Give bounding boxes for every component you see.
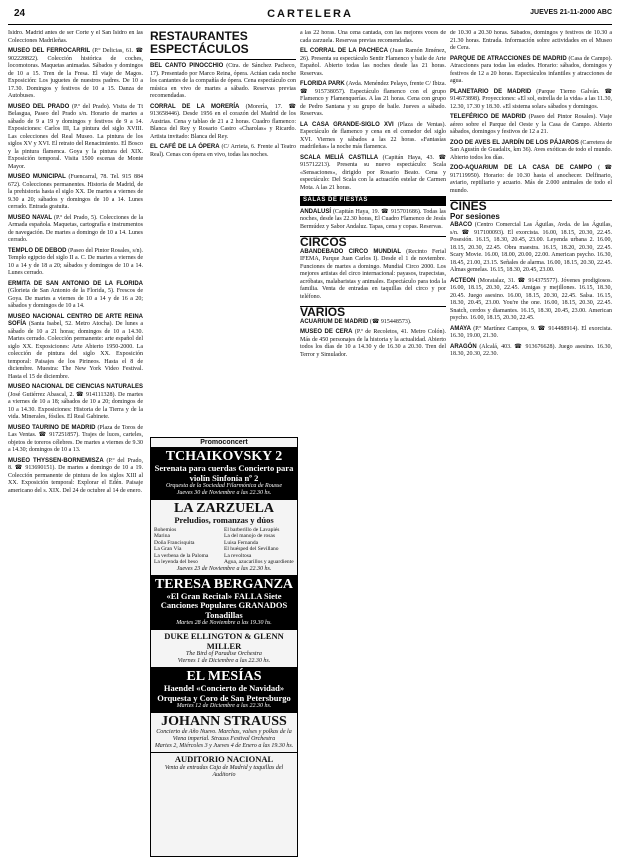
column-museums (8, 30, 143, 859)
listing-entry (8, 248, 143, 278)
edition-date: JUEVES 21-11-2000 ABC (530, 9, 612, 16)
concert-advertisement (150, 437, 298, 857)
subheading-sesiones: Por sesiones (450, 211, 500, 221)
entry-text: (P.º del Prado, 8. ☎ 913690151). De martes a domingo de 10 a 19. Colección permanente de pintura de los siglos XIII al XX. Exposición temporal: Explorar el Edén. Paisaje americano del s. XIX. Del 24 de octubre al 14 de enero. (8, 457, 143, 494)
cinema-name: ABACO (450, 222, 472, 228)
ad-zarzuela: LA ZARZUELA Preludios, romanzas y dúos Bohemios El barberillo de Lavapiés Marina La del manojo de rosas Doña Francisquita Luisa Fernanda La Gran Vía El huésped del Sevillano La verbena de la Paloma La revoltosa La leyenda del beso Agua, azucarillos y aguardiente Jueves 23 de Noviembre a las 22.30 hs. (151, 500, 297, 576)
listing-entry (300, 30, 446, 45)
listing-entry (8, 174, 143, 212)
listing-entry (8, 215, 143, 245)
entry-name: ERMITA DE SAN ANTONIO DE LA FLORIDA (8, 280, 143, 287)
entry-text: (Capitán Haya, 43. ☎ 915712213). Presenta su nuevo espectáculo: Scala «Sensaciones», dirigido por Rosario Beato. Cena y espectáculo: Del Scala con la actuación estelar de Carmen Mota. A las 21 horas. (300, 154, 446, 191)
entry-name: MUSEO TAURINO DE MADRID (8, 424, 96, 431)
column-restaurants (150, 30, 296, 430)
entry-name: MUSEO DE CERA (300, 329, 353, 335)
listing-entry (8, 425, 143, 455)
entry-text: (José Gutiérrez Abascal, 2. ☎ 914111328). De martes a viernes de 10 a 18; sábados de 10 a 20; domingos de 10 a 14.30. Exposiciones: Historia de la Tierra y de la vida. Minerales, fósiles. El Real Gabinete. (8, 391, 143, 420)
entry-text: (Recinto Ferial IFEMA, Parque Juan Carlos I). Desde el 1 de noviembre. Funciones de martes a domingo. Mundial Circo 2000. Los mejores artistas del circo internacional: payasos, trapecistas, acróbatas, malabaristas y animales. Espectáculo para toda la familia. Venta de entradas en taquillas del circo y por teléfono. (300, 248, 446, 300)
listing-entry (450, 89, 612, 112)
zarzuela-program: Bohemios El barberillo de Lavapiés Marina La del manojo de rosas Doña Francisquita Luisa Fernanda La Gran Vía El huésped del Sevillano La verbena de la Paloma La revoltosa La leyenda del beso Agua, azucarillos y aguardiente (154, 526, 294, 565)
page-number: 24 (14, 8, 26, 19)
listing-entry (300, 155, 446, 193)
entry-text: (Juan Ramón Jiménez, 26). Presenta su espectáculo Sentir Flamenco y baile de Arte Español. Abierto todas las noches desde las 21 horas. Reservas. (300, 48, 446, 77)
listing-entry (300, 122, 446, 152)
entry-name: ANDALUSÍ (300, 208, 331, 215)
category-heading: RESTAURANTES ESPECTÁCULOS (150, 30, 249, 56)
category-heading-circos: CIRCOS (300, 236, 446, 247)
entry-text: (Plaza de Toros de Las Ventas. ☎ 917251857). Trajes de luces, carteles, objetos de toreros célebres. De martes a viernes de 9.30 a 14.30; domingos de 10 a 13. (8, 424, 143, 453)
cinema-name: ARAGÓN (450, 343, 477, 350)
listing-entry (300, 81, 446, 119)
entry-text: (P.º del Prado). Visita de Tt Belasgua, Paseo del Prado s/n. Horario de martes a sábado de 9 a 19 y domingos y festivos de 9 a 14. Exposiciones: Carlos III, La pintura del siglo XVIII. Las colecciones del Real Museo. La pintura de los siglos XV y XVI. El retrato del Renacimiento. El Bosco y la pintura flamenca. Goya y la pintura del XIX. Exposición temporal. Visita 1500 escenas de Monte Mayor. (8, 103, 143, 170)
cinema-showtimes: (Alcalá, 403. ☎ 913676628). Juego asesino. 16.30, 18.30, 20.30, 22.30. (450, 343, 612, 357)
cinema-entry (450, 344, 612, 359)
listing-entry (8, 281, 143, 311)
entry-text: (Fuencarral, 78. Tel. 915 884 672). Colecciones permanentes. Historia de Madrid, de la prehistoria hasta el siglo XX. De martes a viernes de 9.30 a 20; sábados y domingos de 10 a 14. Lunes cerrado. Entrada gratuita. (8, 174, 143, 210)
entry-name: TEMPLO DE DEBOD (8, 247, 67, 254)
ad-tchaikovsky: TCHAIKOVSKY 2 Serenata para cuerdas Concierto para violín Sinfonía nº 2 Orquesta de la Sociedad Filarmónica de Rousse Jueves 30 de Noviembre a las 22.30 hs. (151, 448, 297, 500)
entry-text: de 10.30 a 20.30 horas. Sábados, domingos y festivos de 10.30 a 21.30 horas. Entrada. Información sobre actividades en el Museo de Cera. (450, 30, 612, 51)
cinema-name: ACTEON (450, 277, 476, 284)
listing-entry (150, 144, 296, 159)
column-shows (300, 30, 446, 859)
listing-entry (300, 329, 446, 359)
entry-name: PLANETARIO DE MADRID (450, 88, 532, 95)
cinema-entry (450, 278, 612, 323)
entry-text: (Paseo del Pintor Rosales, s/n). Templo egipcio del siglo II a. C. De martes a viernes de 10 a 14 y de 18 a 20; sábados y domingos de 10 a 14. Lunes cerrado. (8, 247, 143, 276)
entry-name: MUSEO NACIONAL DE CIENCIAS NATURALES (8, 384, 143, 390)
entry-name: SCALA MELIÁ CASTILLA (300, 154, 379, 161)
entry-name: MUSEO MUNICIPAL (8, 174, 66, 180)
entry-text: (Casa de Campo). Atracciones para todas las edades. Horario: sábados, domingos y festivos de 12 a 20 horas. Espectáculos infantiles y atracciones de agua. (450, 55, 612, 84)
entry-text: (Carretera de San Agustín de Guadalix, km 36). Aves exóticas de todo el mundo. Abierto todos los días. (450, 139, 612, 161)
listing-entry (8, 48, 143, 101)
entry-name: LA CASA GRANDE-SIGLO XVI (300, 121, 394, 128)
entry-text: (Avda. Menéndez Pelayo, frente C/ Ibiza. ☎ 915738057). Espectáculo flamenco con el grupo Flamenco y Flamenquerías. A las 21 horas. Cena con grupo de Pedro Santana y su grupo de baile. Jueves a sábado. Reservas. (300, 81, 446, 117)
column-attractions-cinemas (450, 30, 612, 859)
entry-name: MUSEO DEL FERROCARRIL (8, 48, 91, 54)
entry-text: (Santa Isabel, 52. Metro Atocha). De lunes a sábado de 10 a 21 horas; domingos de 10 a 14.30. Martes cerrado. Colección permanente: arte español del siglo XX. Exposiciones: Arte Abierto 1950-2000. La colección de pintura del siglo XX. Exposición temporal: Paisajes de los Pirineos. Hasta el 8 de diciembre. Muestra: The New York Video Festival. Hasta el 15 de diciembre. (8, 321, 143, 380)
entry-text: (C/ Arrieta, 6. Frente al Teatro Real). Cenas con ópera en vivo, todas las noches. (150, 144, 296, 158)
entry-text: (P.º de Recoletos, 41. Metro Colón). Más de 450 personajes de la historia y la actualidad. Abierto todos los días de 10 a 14.30 y de 16.30 a 20.30. Tren del Terror y Simulador. (300, 329, 446, 358)
entry-text: (Plaza de Ventas). Espectáculo de flamenco y cena en el comedor del siglo XVI. Viernes y sábados a las 22 horas. «Fantasías madrileñas» la noche más flamenca. (300, 121, 446, 150)
cinema-showtimes: (Centro Comercial Las Águilas, Avda. de las Águilas, s/n. ☎ 917100093). El exorcista. 16.00, 18.15, 20.30, 22.45. Posesión. 16.15, 18.30, 20.45, 23.00. Leyenda urbana 2. 16.00, 18.15, 20.30, 22.45. Obra maestra. 16.15, 18.20, 20.30, 22.45. Scary Movie. 16.00, 18.00, 20.00, 22.00. American psycho. 16.30, 18.45, 21.00, 23.15. Señales de alarma. 16.00, 18.15, 20.30, 22.45. Almas gemelas. 16.15, 18.30, 20.45, 23.00. (450, 222, 612, 273)
entry-name: EL CORRAL DE LA PACHECA (300, 48, 388, 54)
category-heading-cines: CINES (450, 200, 612, 211)
listing-entry (300, 48, 446, 78)
entry-name: ACUARIUM DE MADRID (300, 318, 369, 325)
cinema-showtimes: (Moratalaz, 31. ☎ 914375577). Jóvenes prodigiosos. 16.00, 18.15, 20.30, 22.45. Amigas y mejillones. 16.15, 18.30, 20.45. Juego asesino. 16.00, 18.15, 20.30, 22.45. Salsa. 16.15, 18.30, 20.45, 23.00. You're the one. 16.00, 18.15, 20.30, 22.45. Snatch, cerdos y diamantes. 16.15, 18.30, 20.45, 23.00. American psycho. 16.00, 18.15, 20.30, 22.45. (450, 277, 612, 321)
entry-text: (☎ 917119950). Horario: de 10.30 hasta el anochecer. Delfinario, aviario, reptiliario y acuario. Más de 2.000 animales de todo el mundo. (450, 165, 612, 194)
entry-text: (Parque Tierno Galván. ☎ 914673898). Proyecciones: «El sol, estrella de la vida» a las 11.30, 12.30, 17.30 y 18.30. «El sistema solar» sábados y domingos. (450, 88, 612, 110)
listing-entry (300, 319, 446, 327)
ad-ellington: DUKE ELLINGTON & GLENN MILLER The Bird of Paradise Orchestra Viernes 1 de Diciembre a las 22.30 hs. (151, 630, 297, 668)
listing-entry (8, 458, 143, 496)
entry-text: (Paseo del Pintor Rosales). Viaje aéreo sobre el Parque del Oeste y la Casa de Campo. Abierto sábados, domingos y festivos de 12 a 21. (450, 114, 612, 135)
entry-name: MUSEO NAVAL (8, 214, 52, 221)
ad-strauss: JOHANN STRAUSS Concierto de Año Nuevo. Marchas, valses y polkas de la Viena imperial. Strauss Festival Orchestra Martes 2, Miércoles 3 y Jueves 4 de Enero a las 19.30 hs. (151, 713, 297, 753)
entry-name: ABANDEBADO CIRCO MUNDIAL (300, 248, 401, 255)
ad-auditorio: AUDITORIO NACIONAL Venta de entradas Caja de Madrid y taquillas del Auditorio (164, 754, 284, 778)
entry-text: (P.º del Prado, 5). Colecciones de la Armada española. Maquetas, cartografía e instrumentos de navegación. De martes a domingo de 10 a 14. Lunes cerrado. (8, 214, 143, 243)
category-heading-varios: VARIOS (300, 306, 446, 317)
listing-entry (8, 314, 143, 382)
entry-name: CORRAL DE LA MORERÍA (150, 103, 240, 110)
entry-name: TELEFÉRICO DE MADRID (450, 114, 526, 120)
listing-entry (450, 30, 612, 53)
entry-name: BEL CANTO PINOCCHIO (150, 63, 224, 69)
section-title: CARTELERA (267, 8, 353, 20)
listing-entry (450, 56, 612, 86)
entry-name: FLORIDA PARK (300, 81, 345, 87)
entry-name: PARQUE DE ATRACCIONES DE MADRID (450, 55, 567, 62)
ad-mesias: EL MESÍAS Haendel «Concierto de Navidad» Orquesta y Coro de San Petersburgo Martes 12 de Diciembre a las 22.30 hs. (151, 668, 297, 713)
subsection-band: SALAS DE FIESTAS (300, 196, 446, 206)
cinema-name: AMAYA (450, 325, 471, 332)
listing-entry (450, 165, 612, 195)
entry-name: MUSEO NACIONAL CENTRO DE ARTE REINA SOFÍA (8, 313, 143, 327)
entry-name: ZOO DE AVES EL JARDÍN DE LOS PÁJAROS (450, 139, 579, 146)
cinema-showtimes: (P.º Martínez Campos, 9. ☎ 914488914). El exorcista. 16.30, 19.00, 21.30. (450, 325, 612, 339)
listing-entry (300, 209, 446, 232)
cinema-entry (450, 222, 612, 275)
entry-text: (☎ 915448573). (369, 318, 412, 325)
entry-name: MUSEO THYSSEN-BORNEMISZA (8, 457, 104, 464)
entry-text: (Ctra. de Sánchez Pacheco, 17). Presentado por Marco Reina, ópera. Actúan cada noche los cantantes de la compañía de ópera. Cena espectáculo con música en vivo de martes a sábado. Reservas previas recomendadas. (150, 63, 296, 99)
entry-text: a las 22 horas. Una cena cantada, con las mejores voces de cada zarzuela. Reservas previas recomendadas. (300, 30, 446, 44)
listing-entry (450, 114, 612, 137)
listing-entry (150, 104, 296, 142)
listing-entry (450, 140, 612, 163)
ad-berganza: TERESA BERGANZA «El Gran Recital» FALLA Siete Canciones Populares GRANADOS Tonadillas Martes 28 de Noviembre a las 19.30 hs. (151, 576, 297, 631)
listing-entry (300, 249, 446, 302)
promoter-label: Promoconcert (151, 438, 297, 448)
page-header (8, 8, 612, 25)
entry-text: (Glorieta de San Antonio de la Florida, 5). Frescos de Goya. De martes a viernes de 10 a 14 y de 16 a 20; sábados y domingos de 10 a 14. (8, 288, 143, 309)
divider (150, 59, 296, 60)
entry-name: ZOO-AQUARIUM DE LA CASA DE CAMPO (450, 165, 593, 171)
entry-text: Isidro. Madrid antes de ser Corte y el San Isidro en las Colecciones Madrileñas. (8, 30, 143, 44)
listing-entry (8, 384, 143, 422)
entry-name: MUSEO DEL PRADO (8, 103, 70, 110)
listing-entry (8, 104, 143, 172)
entry-text: (Morería, 17. ☎ 913658446). Desde 1956 en el corazón del Madrid de los Austrias. Cena y tablao de 21 a 2 horas. Cuadro flamenco: Blanca del Rey y Rosario Castro «Charolas» y Ricardo. Artista invitado: Blanca del Rey. (150, 103, 296, 140)
entry-name: EL CAFÉ DE LA ÓPERA (150, 144, 220, 150)
entry-text: (P.º Delicias, 61. ☎ 902228822). Colección histórica de coches, locomotoras. Maquetas animadas. Sábados y domingos de 10 a 15. Tren de la Fresa. El viaje de Magos. Exposición: Los juguetes de nuestros padres. De 10 a 17.30. Domingos y festivos de 10 a 15. Danza de Autobuses. (8, 48, 143, 99)
cinema-entry (450, 326, 612, 341)
listing-entry (8, 30, 143, 45)
listing-entry (150, 63, 296, 101)
entry-text: (Capitán Haya, 19. ☎ 915701686). Todas las noches, desde las 22.30 horas, El Cuadro Flamenco de Jesús Bermúdez y Sabor Andaluz. Tapas, cena y copas. Reservas. (300, 208, 446, 230)
